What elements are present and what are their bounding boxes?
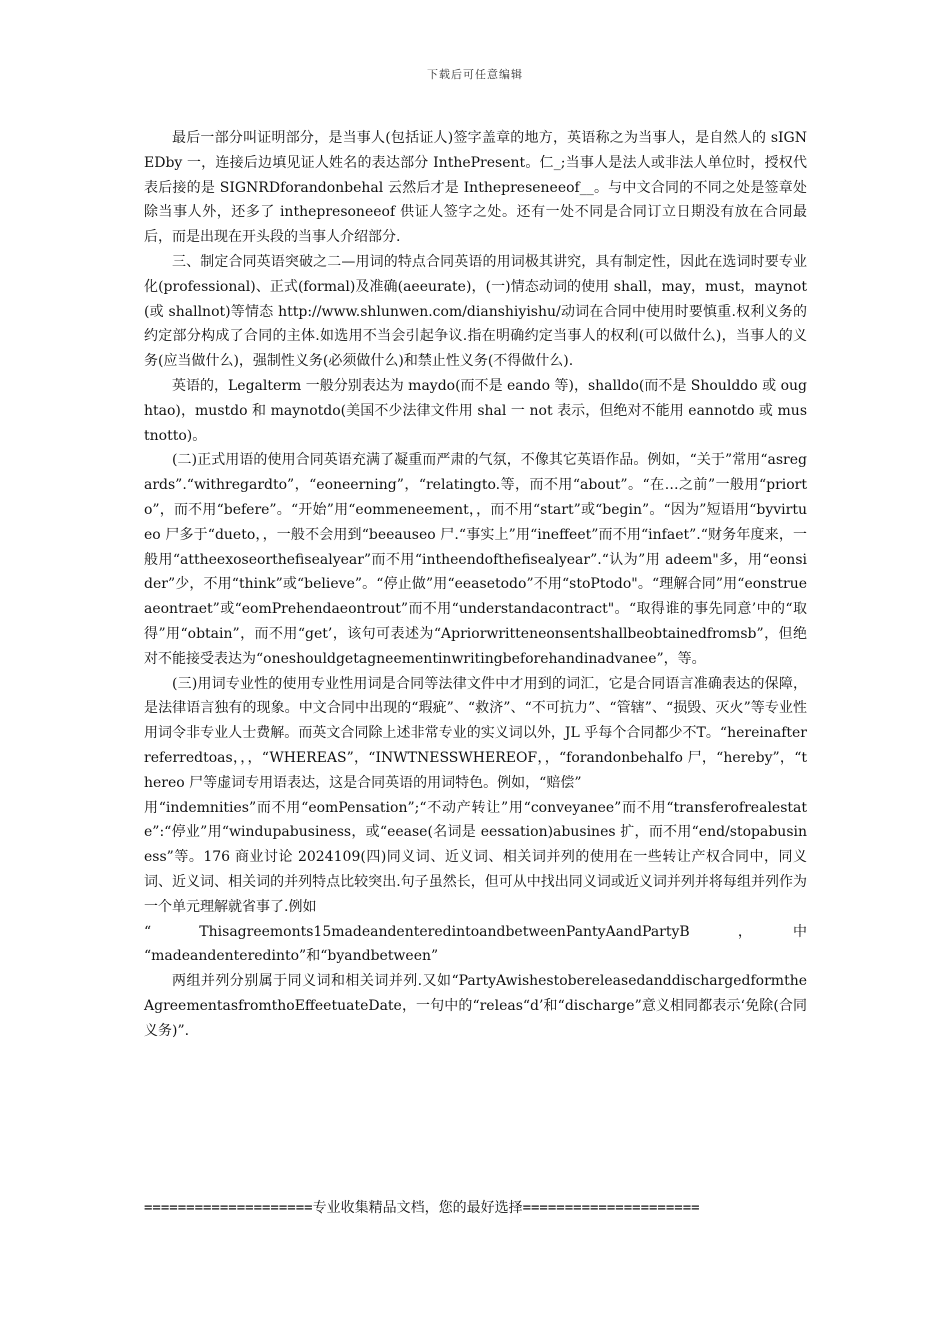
paragraph-example-sentence: “ Thisagreemonts15madeandenteredintoandbetweenPantyAandPartyB ， 中 xyxy=(144,923,807,940)
page-header: 下载后可任意编辑 xyxy=(427,68,523,81)
paragraph-formal-language: (二)正式用语的使用合同英语充满了凝重而严肃的气氛，不像其它英语作品。例如，“关于”常用“asregards”.“withregardto”，“eoneerning”，“relatingto.等，而不用“about”。“在…之前”一般用“priorto”，而不用“befere”。“开始”用“eommeneement，，而不用“start”或“begin”。“因为”短语用“byvirtueo 尸多于“dueto，，一般不会用到“beeauseo 尸.“事实上”用“ineffeet”而不用“infaet”.“财务年度来，一般用“attheexoseorthefisealyear”而不用“intheendofthefisealyear”.“认为”用 adeem"多，用“eonsider”少，不用“think”或“believe”。“停止做”用“eeasetodo”不用“stoPtodo"。“理解合同”用“eonstrueaeontraet”或“eomPrehendaeontrout”而不用“understandacontract"。“取得谁的事先同意’中的“取得”用“obtain”，而不用“get’，该句可表述为“Apriorwritteneonsentshallbeobtainedfromsb”，但绝对不能接受表达为“oneshouldgetagneementinwritingbeforehandinadvanee”，等。 xyxy=(144,452,807,667)
page-footer: ====================专业收集精品文档，您的最好选择===================== xyxy=(144,1200,700,1216)
paragraph-parallel-groups: 两组并列分别属于同义词和相关词并列.又如“PartyAwishestobereleasedanddischargedformtheAgreementasfromthoEffeetuateDate，一句中的“releas“d’和“discharge”意义相同都表示‘免除(合同义务)”. xyxy=(144,973,807,1039)
paragraph-professional-terms: (三)用词专业性的使用专业性用词是合同等法律文件中才用到的词汇，它是合同语言准确表达的保障，是法律语言独有的现象。中文合同中出现的“瑕疵”、“救济”、“不可抗力”、“管辖”、“损毁、灭火”等专业性用词令非专业人士费解。而英文合同除上述非常专业的实义词以外，JL 乎每个合同都少不T。“hereinafterreferredtoas，，，“WHEREAS”，“INWTNESSWHEREOF，，“forandonbehalfo 尸，“hereby”，“thereo 尸等虚词专用语表达，这是合同英语的用词特色。例如，“赔偿” xyxy=(144,675,807,791)
paragraph-wording-features: 三、制定合同英语突破之二—用词的特点合同英语的用词极其讲究，具有制定性，因此在选词时要专业化(professional)、正式(formal)及准确(aeeurate)，(一)情态动词的使用 shall，may，must，maynot(或 shallnot)等情态 http://www.shlunwen.com/dianshiyishu/动词在合同中使用时要慎重.权利义务的约定部分构成了合同的主体.如选用不当会引起争议.指在明确约定当事人的权利(可以做什么)，当事人的义务(应当做什么)，强制性义务(必须做什么)和禁止性义务(不得做什么). xyxy=(144,253,807,370)
document-body xyxy=(144,126,807,1043)
paragraph-example-pairs: “madeandenteredinto”和“byandbetween” xyxy=(144,948,439,965)
paragraph-synonym-usage: 用“indemnities”而不用“eomPensation”;“不动产转让”用“conveyanee”而不用“transferofrealestate”:“停业”用“windupabusiness，或“eease(名词是 eessation)abusines 扩，而不用“end/stopabusiness”等。176 商业讨论 2024109(四)同义词、近义词、相关词并列的使用在一些转让产权合同中，同义词、近义词、相关词的并列特点比较突出.句子虽然长，但可从中找出同义词或近义词并列并将每组并列作为一个单元理解就省事了.例如 xyxy=(144,799,807,915)
paragraph-signature-section: 最后一部分叫证明部分，是当事人(包括证人)签字盖章的地方，英语称之为当事人，是自然人的 sIGNEDby 一，连接后边填见证人姓名的表达部分 InthePresent。仁_;当事人是法人或非法人单位时，授权代表后接的是 SIGNRDforandonbehal 云然后才是 Inthepreseneeof__。与中文合同的不同之处是签章处除当事人外，还多了 inthepresoneeof 供证人签字之处。还有一处不同是合同订立日期没有放在合同最后，而是出现在开头段的当事人介绍部分. xyxy=(144,130,807,246)
paragraph-legal-terms: 英语的，Legalterm 一般分别表达为 maydo(而不是 eando 等)，shalldo(而不是 Shoulddo 或 oughtao)，mustdo 和 maynotdo(美国不少法律文件用 shal 一 not 表示，但绝对不能用 eannotdo 或 mustnotto)。 xyxy=(144,377,807,444)
